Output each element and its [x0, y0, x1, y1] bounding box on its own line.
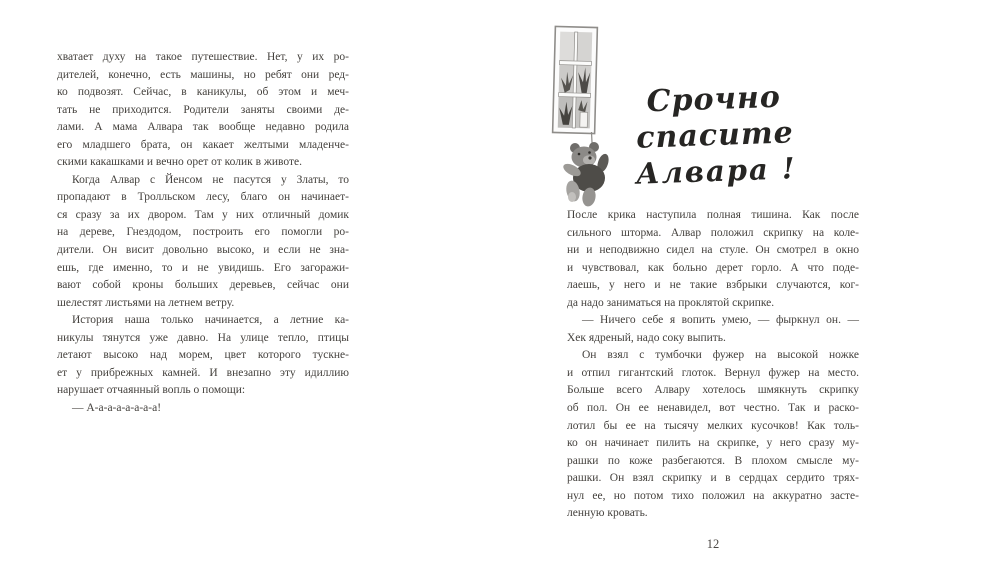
text-line: ленную кровать.: [567, 507, 648, 520]
text-line: лаешь, у него и не такие взбрыки случаются, ког-: [567, 279, 859, 292]
text-line: рашки по коже разбегаются. В плохом смысле му-: [567, 454, 859, 467]
chapter-title-line2: Алвара !: [635, 151, 798, 191]
text-line: пропадают в Тролльском лесу, благо он начинает-: [57, 191, 349, 204]
text-line: шелестят листьями на летнем ветру.: [57, 296, 235, 309]
text-line: ся сразу за их двором. Там у них отличный домик: [57, 208, 349, 221]
text-line: хватает духу на такое путешествие. Нет, у их ро-: [57, 51, 349, 63]
text-line: ет у прибрежных камней. И внезапно эту идиллию: [57, 366, 349, 379]
chapter-title-line1: Срочно спасите: [635, 79, 795, 156]
flower-pot: [580, 112, 588, 127]
left-page-text: [57, 49, 349, 417]
text-line: тать не приходится. Родители заняты своими де-: [57, 103, 349, 116]
text-line: дители. Он висит довольно высоко, и если не зна-: [57, 244, 349, 257]
text-line: Хек ядреный, надо соку выпить.: [567, 331, 726, 344]
text-line: рашки. Он взял скрипку и в сердцах сердито трях-: [567, 472, 859, 485]
text-line: ко подвозят. Сейчас, в каникулы, об этом и меч-: [57, 86, 349, 99]
text-line: летают высоко над морем, цвет которого тускне-: [57, 349, 349, 362]
text-line: сильного шторма. Алвар положил скрипку на коле-: [567, 226, 859, 239]
text-line: — А-а-а-а-а-а-а-а!: [72, 401, 162, 414]
chapter-title: [598, 78, 832, 192]
text-line: лотил бы ее на тысячу мелких кусочков! Как толь-: [567, 419, 859, 432]
text-line: вают собой кроны больших деревьев, сейчас они: [57, 279, 349, 292]
text-line: скими какашками и вечно орет от колик в животе.: [57, 156, 302, 169]
text-line: на дереве, Гнездодом, построить его помогли ро-: [57, 226, 349, 239]
text-line: об пол. Он ее ненавидел, вот честно. Так и раско-: [567, 402, 859, 415]
text-line: ешь, где именно, то и не увидишь. Его загоражи-: [57, 261, 349, 274]
text-line: и чувствовал, как больно дерет горло. А что поде-: [567, 261, 859, 274]
text-line: Больше всего Алвару хотелось шмякнуть скрипку: [567, 384, 859, 397]
text-line: дителей, конечно, есть машины, но ребят они ред-: [57, 68, 349, 81]
text-line: и отпил гигантский глоток. Вернул фужер на место.: [567, 366, 859, 379]
text-line: да надо заниматься на проклятой скрипке.: [567, 296, 775, 309]
text-line: его младшего брата, он какает желтыми младенче-: [57, 138, 349, 151]
text-line: лами. А мама Алвара так вообще недавно родила: [57, 121, 349, 134]
text-line: нарушает отчаянный вопль о помощи:: [57, 384, 246, 397]
page-number: 12: [706, 537, 720, 551]
text-line: Он взял с тумбочки фужер на высокой ножке: [582, 349, 859, 362]
text-line: История наша только начинается, а летние ка-: [72, 314, 349, 327]
text-line: Когда Алвар с Йенсом не пасутся у Златы, то: [72, 173, 349, 186]
text-line: ни и неподвижно сидел на стуле. Он смотрел в окно: [567, 244, 859, 257]
text-line: нул ее, но потом тихо положил на аккуратно засте-: [567, 489, 859, 502]
text-line: никулы тянутся уже давно. На улице тепло, птицы: [57, 331, 349, 344]
window-illustration: [553, 26, 598, 133]
text-line: ко он начинает пилить на скрипке, у него сразу му-: [567, 437, 859, 450]
text-line: После крика наступила полная тишина. Как после: [567, 209, 859, 221]
text-line: — Ничего себе я вопить умею, — фыркнул он. —: [582, 314, 859, 327]
right-page-text: [567, 207, 859, 523]
